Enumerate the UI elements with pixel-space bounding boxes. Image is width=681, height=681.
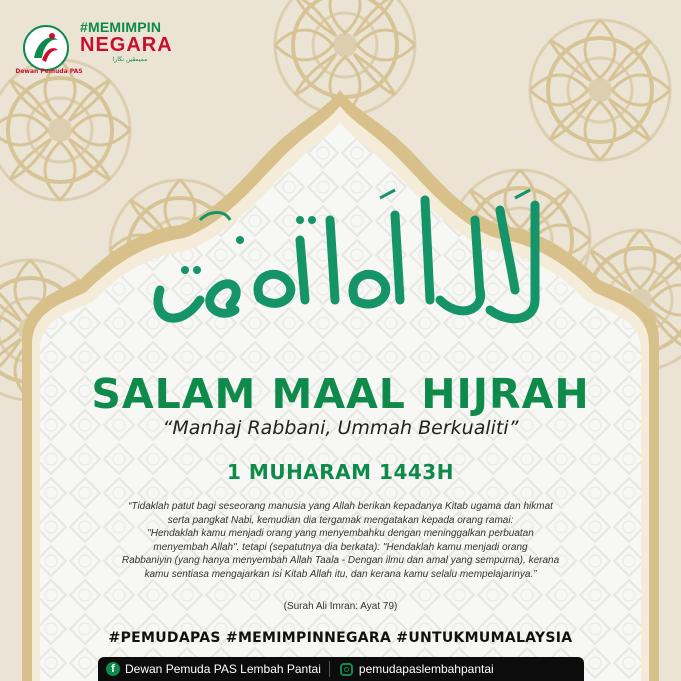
logo-tag-line1: #MEMIMPIN <box>80 19 162 35</box>
instagram-icon <box>340 663 353 676</box>
quote-line: serta pangkat Nabi, kemudian dia tergamak mengatakan kepada orang ramai: <box>167 514 514 526</box>
quote-line: Rabbaniyin (yang hanya menyembah Allah Taala - Dengan ilmu dan amal yang sempurna), kerana <box>121 555 560 566</box>
quote-line: menyembah Allah". tetapi (sepatutnya dia berkata): "Hendaklah kamu menjadi orang <box>153 541 528 553</box>
theme-subtitle: “Manhaj Rabbani, Ummah Berkualiti” <box>162 417 519 439</box>
facebook-link[interactable] <box>98 662 321 676</box>
arabic-calligraphy-icon <box>140 180 550 340</box>
quote-line: kamu sentiasa mengajarkan isi Kitab Allah itu, dan kerana kamu selalu mempelajarinya.” <box>144 568 537 580</box>
instagram-link[interactable] <box>330 662 494 676</box>
quote-line: "Hendaklah kamu menjadi orang yang menyembahku dengan meninggalkan perbuatan <box>147 528 534 539</box>
quote-reference: (Surah Ali Imran: Ayat 79) <box>283 601 398 612</box>
logo-jawi-sub: مميمڤين نڬارا <box>112 56 148 63</box>
logo-tag-line2: NEGARA <box>80 34 173 56</box>
facebook-icon: f <box>106 662 120 676</box>
instagram-label: pemudapaslembahpantai <box>358 662 494 676</box>
quote-line: “Tidaklah patut bagi seseorang manusia yang Allah berikan kepadanya Kitab ugama dan hikmat <box>128 501 553 512</box>
social-footer-bar <box>98 657 584 681</box>
pas-logo-caption: Dewan Pemuda PAS <box>15 68 83 75</box>
facebook-label: Dewan Pemuda PAS Lembah Pantai <box>125 662 321 676</box>
memimpin-negara-logo <box>80 20 192 63</box>
page-title: SALAM MAAL HIJRAH <box>91 370 590 418</box>
quran-quote <box>110 500 571 581</box>
hijri-date: 1 MUHARAM 1443H <box>227 460 454 484</box>
hashtags: #PEMUDAPAS #MEMIMPINNEGARA #UNTUKMUMALAYSIA <box>108 630 573 646</box>
